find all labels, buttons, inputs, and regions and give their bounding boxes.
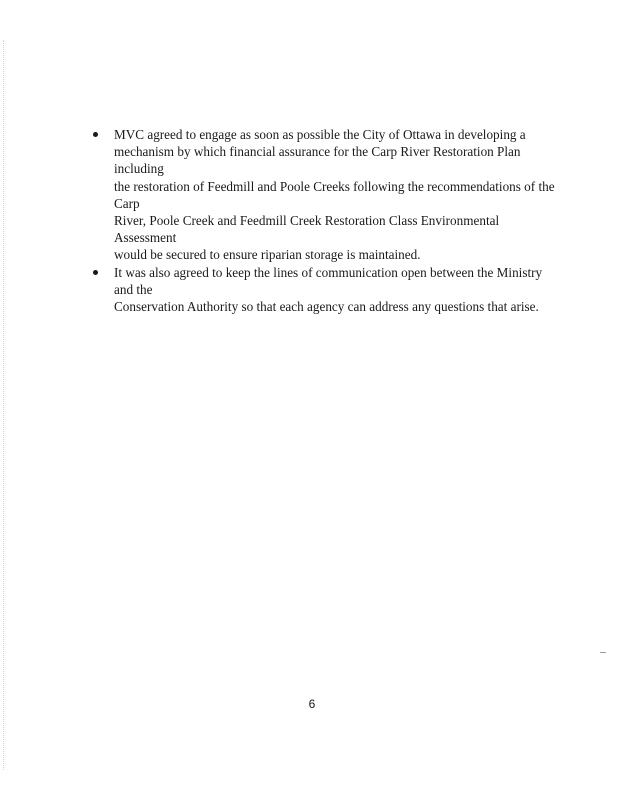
bullet-line: It was also agreed to keep the lines of communication open between the Ministry and the	[114, 264, 543, 297]
scan-speck	[600, 652, 606, 653]
bullet-list	[90, 126, 560, 315]
bullet-dot-icon	[93, 132, 98, 137]
bullet-dot-icon	[93, 270, 98, 275]
bullet-line: mechanism by which financial assurance for the Carp River Restoration Plan including	[114, 144, 521, 177]
bullet-line: MVC agreed to engage as soon as possible the City of Ottawa in developing a	[114, 127, 526, 142]
bullet-item-communication	[90, 264, 560, 316]
bullet-line: River, Poole Creek and Feedmill Creek Restoration Class Environmental Assessment	[114, 213, 500, 246]
page-number: 6	[308, 697, 316, 711]
bullet-line: Conservation Authority so that each agency can address any questions that arise.	[114, 299, 539, 315]
bullet-line: would be secured to ensure riparian storage is maintained.	[114, 247, 421, 263]
bullet-line: the restoration of Feedmill and Poole Creeks following the recommendations of the Carp	[114, 178, 555, 211]
bullet-item-financial-assurance	[90, 126, 560, 264]
scan-edge-marks	[3, 40, 5, 770]
